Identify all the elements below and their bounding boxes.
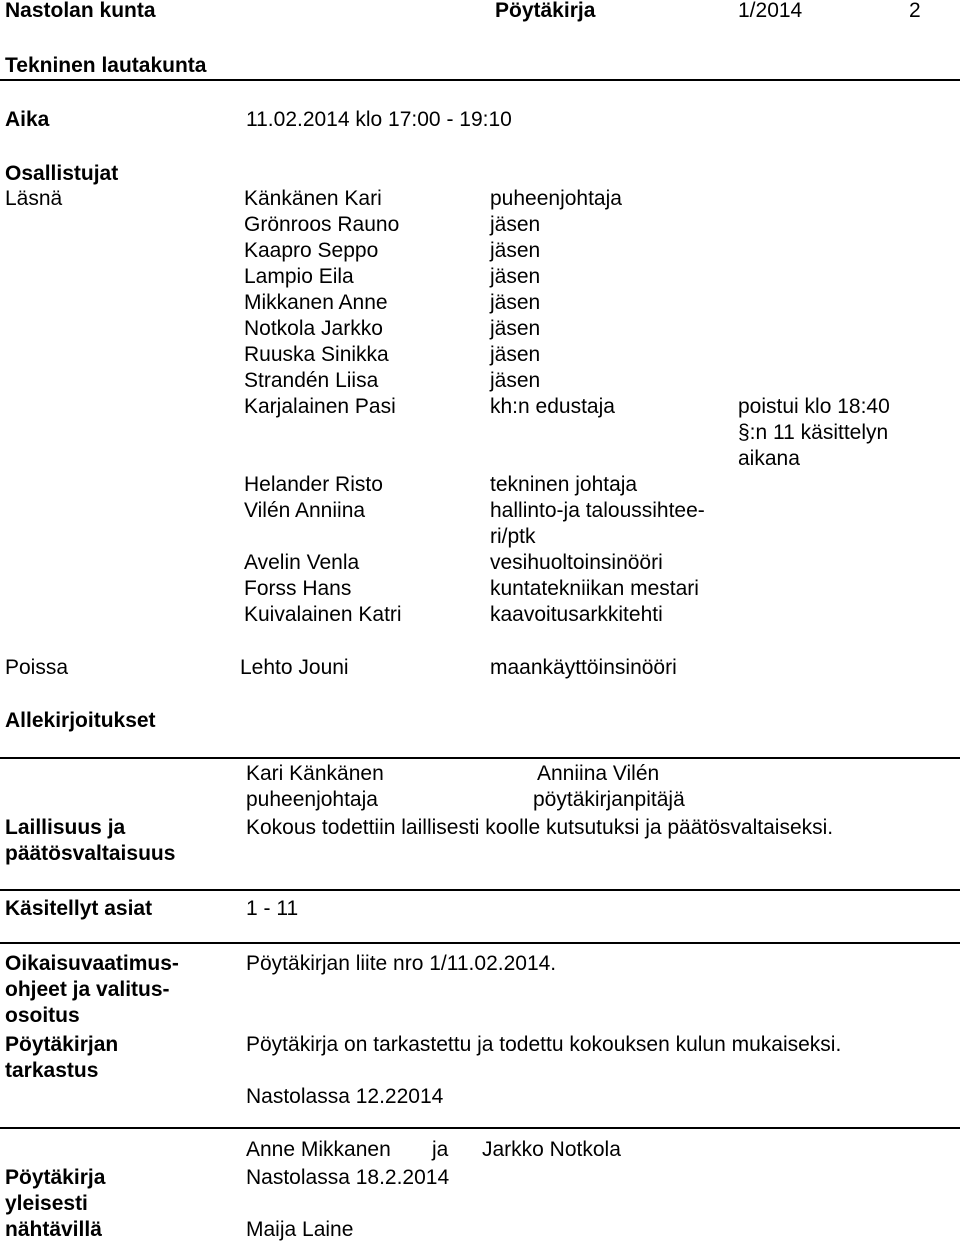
present-member-name: Ruuska Sinikka bbox=[244, 343, 389, 366]
secretary-name: Anniina Vilén bbox=[537, 762, 660, 785]
public-label-line: Pöytäkirja bbox=[5, 1166, 106, 1189]
public-label-line: nähtävillä bbox=[5, 1218, 102, 1241]
present-member-name: Lampio Eila bbox=[244, 265, 354, 288]
present-member-name: Mikkanen Anne bbox=[244, 291, 388, 314]
chair-title: puheenjohtaja bbox=[246, 788, 378, 811]
handled-divider bbox=[0, 942, 960, 944]
handled-value: 1 - 11 bbox=[246, 897, 299, 920]
legality-label-line: päätösvaltaisuus bbox=[5, 842, 176, 865]
official-name: Kuivalainen Katri bbox=[244, 603, 402, 626]
time-value: 11.02.2014 klo 17:00 - 19:10 bbox=[246, 108, 512, 131]
official-role: hallinto-ja taloussihtee- bbox=[490, 499, 705, 522]
rep-note-line: §:n 11 käsittelyn bbox=[738, 421, 889, 444]
official-role: ri/ptk bbox=[490, 525, 536, 548]
present-member-role: puheenjohtaja bbox=[490, 187, 622, 210]
signatures-divider bbox=[0, 757, 960, 759]
board-name: Tekninen lautakunta bbox=[5, 54, 207, 77]
official-role: tekninen johtaja bbox=[490, 473, 638, 496]
rep-note-line: aikana bbox=[738, 447, 800, 470]
legality-label-line: Laillisuus ja bbox=[5, 816, 126, 839]
present-member-name: Grönroos Rauno bbox=[244, 213, 400, 236]
header-divider bbox=[0, 79, 960, 81]
present-member-name: Kaapro Seppo bbox=[244, 239, 379, 262]
time-label: Aika bbox=[5, 108, 50, 131]
chair-name: Kari Känkänen bbox=[246, 762, 384, 785]
rep-name: Karjalainen Pasi bbox=[244, 395, 396, 418]
appeal-text: Pöytäkirjan liite nro 1/11.02.2014. bbox=[246, 952, 557, 975]
appeal-label-line: osoitus bbox=[5, 1004, 80, 1027]
appeal-label-line: Oikaisuvaatimus- bbox=[5, 952, 179, 975]
absent-name: Lehto Jouni bbox=[240, 656, 349, 679]
municipality-name: Nastolan kunta bbox=[5, 0, 156, 22]
official-role: vesihuoltoinsinööri bbox=[490, 551, 663, 574]
secretary-title: pöytäkirjanpitäjä bbox=[533, 788, 685, 811]
page-number: 2 bbox=[909, 0, 921, 22]
present-member-name: Notkola Jarkko bbox=[244, 317, 383, 340]
absent-role: maankäyttöinsinööri bbox=[490, 656, 677, 679]
official-role: kaavoitusarkkitehti bbox=[490, 603, 663, 626]
appeal-label-line: ohjeet ja valitus- bbox=[5, 978, 170, 1001]
present-member-name: Känkänen Kari bbox=[244, 187, 382, 210]
present-member-role: jäsen bbox=[490, 239, 541, 262]
participants-label: Osallistujat bbox=[5, 162, 119, 185]
present-member-role: jäsen bbox=[490, 213, 541, 236]
reviewer-conjunction: ja bbox=[432, 1138, 449, 1161]
review-text: Pöytäkirja on tarkastettu ja todettu kokouksen kulun mukaiseksi. bbox=[246, 1033, 842, 1056]
review-divider bbox=[0, 1127, 960, 1129]
review-label-line: Pöytäkirjan bbox=[5, 1033, 119, 1056]
official-name: Helander Risto bbox=[244, 473, 383, 496]
public-place-date: Nastolassa 18.2.2014 bbox=[246, 1166, 450, 1189]
present-member-role: jäsen bbox=[490, 343, 541, 366]
reviewer-name: Anne Mikkanen bbox=[246, 1138, 391, 1161]
official-name: Forss Hans bbox=[244, 577, 352, 600]
document-number: 1/2014 bbox=[738, 0, 803, 22]
review-place-date: Nastolassa 12.22014 bbox=[246, 1085, 444, 1108]
present-label: Läsnä bbox=[5, 187, 63, 210]
legality-text: Kokous todettiin laillisesti koolle kutsutuksi ja päätösvaltaiseksi. bbox=[246, 816, 834, 839]
rep-role: kh:n edustaja bbox=[490, 395, 615, 418]
official-name: Vilén Anniina bbox=[244, 499, 366, 522]
public-label-line: yleisesti bbox=[5, 1192, 88, 1215]
handled-label: Käsitellyt asiat bbox=[5, 897, 153, 920]
present-member-role: jäsen bbox=[490, 265, 541, 288]
present-member-role: jäsen bbox=[490, 291, 541, 314]
official-role: kuntatekniikan mestari bbox=[490, 577, 699, 600]
legality-divider bbox=[0, 889, 960, 891]
rep-note-line: poistui klo 18:40 bbox=[738, 395, 890, 418]
document-type: Pöytäkirja bbox=[495, 0, 596, 22]
reviewer-name: Jarkko Notkola bbox=[482, 1138, 621, 1161]
present-member-name: Strandén Liisa bbox=[244, 369, 379, 392]
absent-label: Poissa bbox=[5, 656, 69, 679]
present-member-role: jäsen bbox=[490, 317, 541, 340]
public-person: Maija Laine bbox=[246, 1218, 354, 1241]
present-member-role: jäsen bbox=[490, 369, 541, 392]
signatures-label: Allekirjoitukset bbox=[5, 709, 156, 732]
review-label-line: tarkastus bbox=[5, 1059, 99, 1082]
official-name: Avelin Venla bbox=[244, 551, 360, 574]
